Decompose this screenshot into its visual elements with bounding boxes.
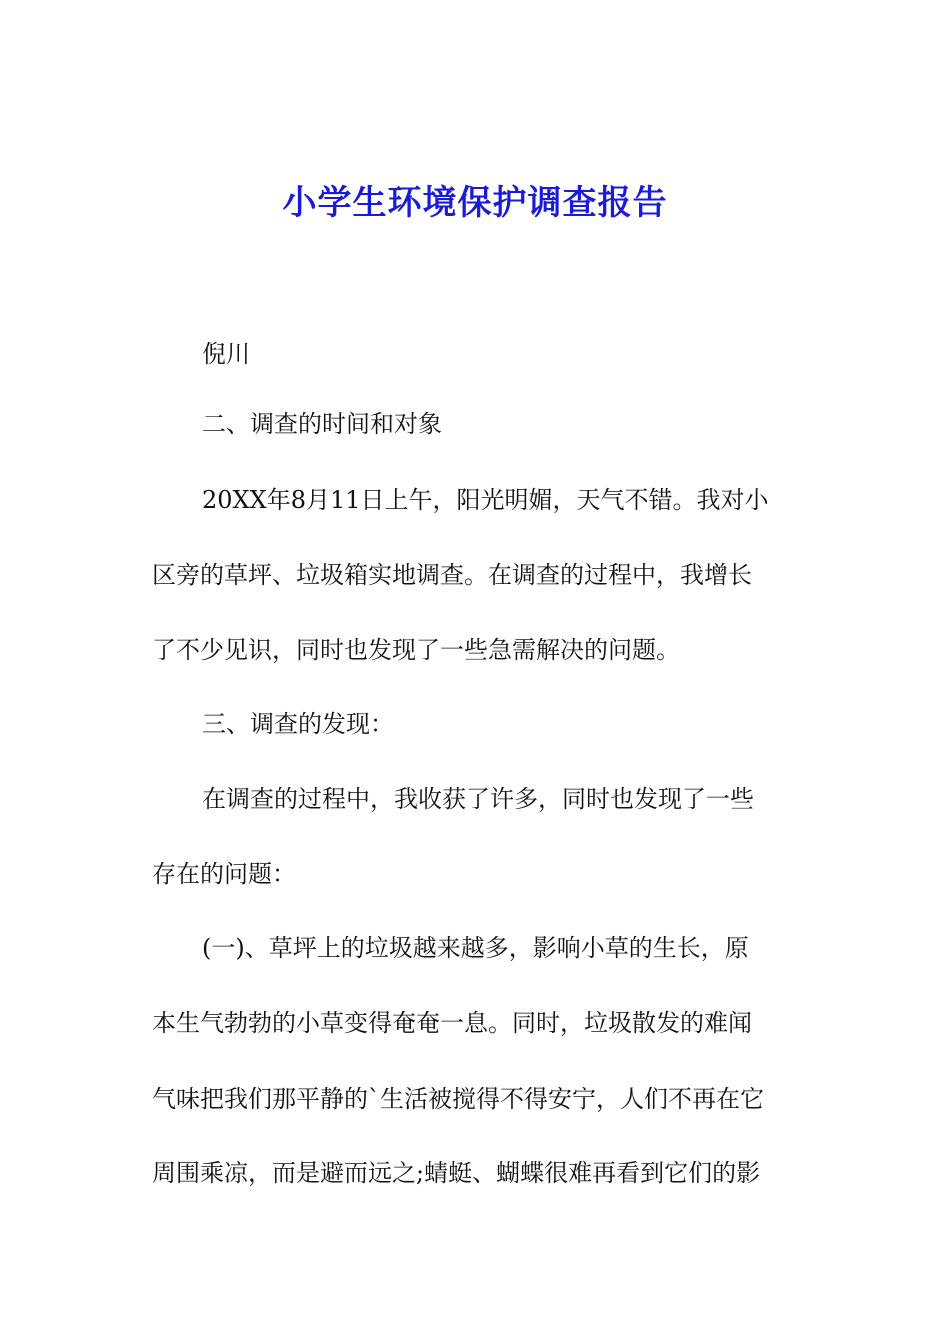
paragraph-line: 周围乘凉，而是避而远之;蜻蜓、蝴蝶很难再看到它们的影 [152, 1159, 761, 1187]
author-line: 倪川 [202, 340, 250, 368]
section-heading: 二、调查的时间和对象 [202, 410, 442, 438]
paragraph-line: (一)、草坪上的垃圾越来越多，影响小草的生长，原 [202, 934, 749, 962]
section-heading: 三、调查的发现： [202, 710, 394, 738]
paragraph-line: 了不少见识，同时也发现了一些急需解决的问题。 [152, 636, 680, 664]
paragraph-line: 20XX年8月11日上午，阳光明媚，天气不错。我对小 [202, 486, 769, 514]
paragraph-line: 气味把我们那平静的`生活被搅得不得安宁，人们不再在它 [152, 1085, 764, 1113]
document-title: 小学生环境保护调查报告 [282, 183, 668, 223]
paragraph-line: 在调查的过程中，我收获了许多，同时也发现了一些 [202, 785, 754, 813]
paragraph-line: 区旁的草坪、垃圾箱实地调查。在调查的过程中，我增长 [152, 561, 752, 589]
paragraph-line: 存在的问题： [152, 860, 296, 888]
paragraph-line: 本生气勃勃的小草变得奄奄一息。同时，垃圾散发的难闻 [152, 1009, 752, 1037]
